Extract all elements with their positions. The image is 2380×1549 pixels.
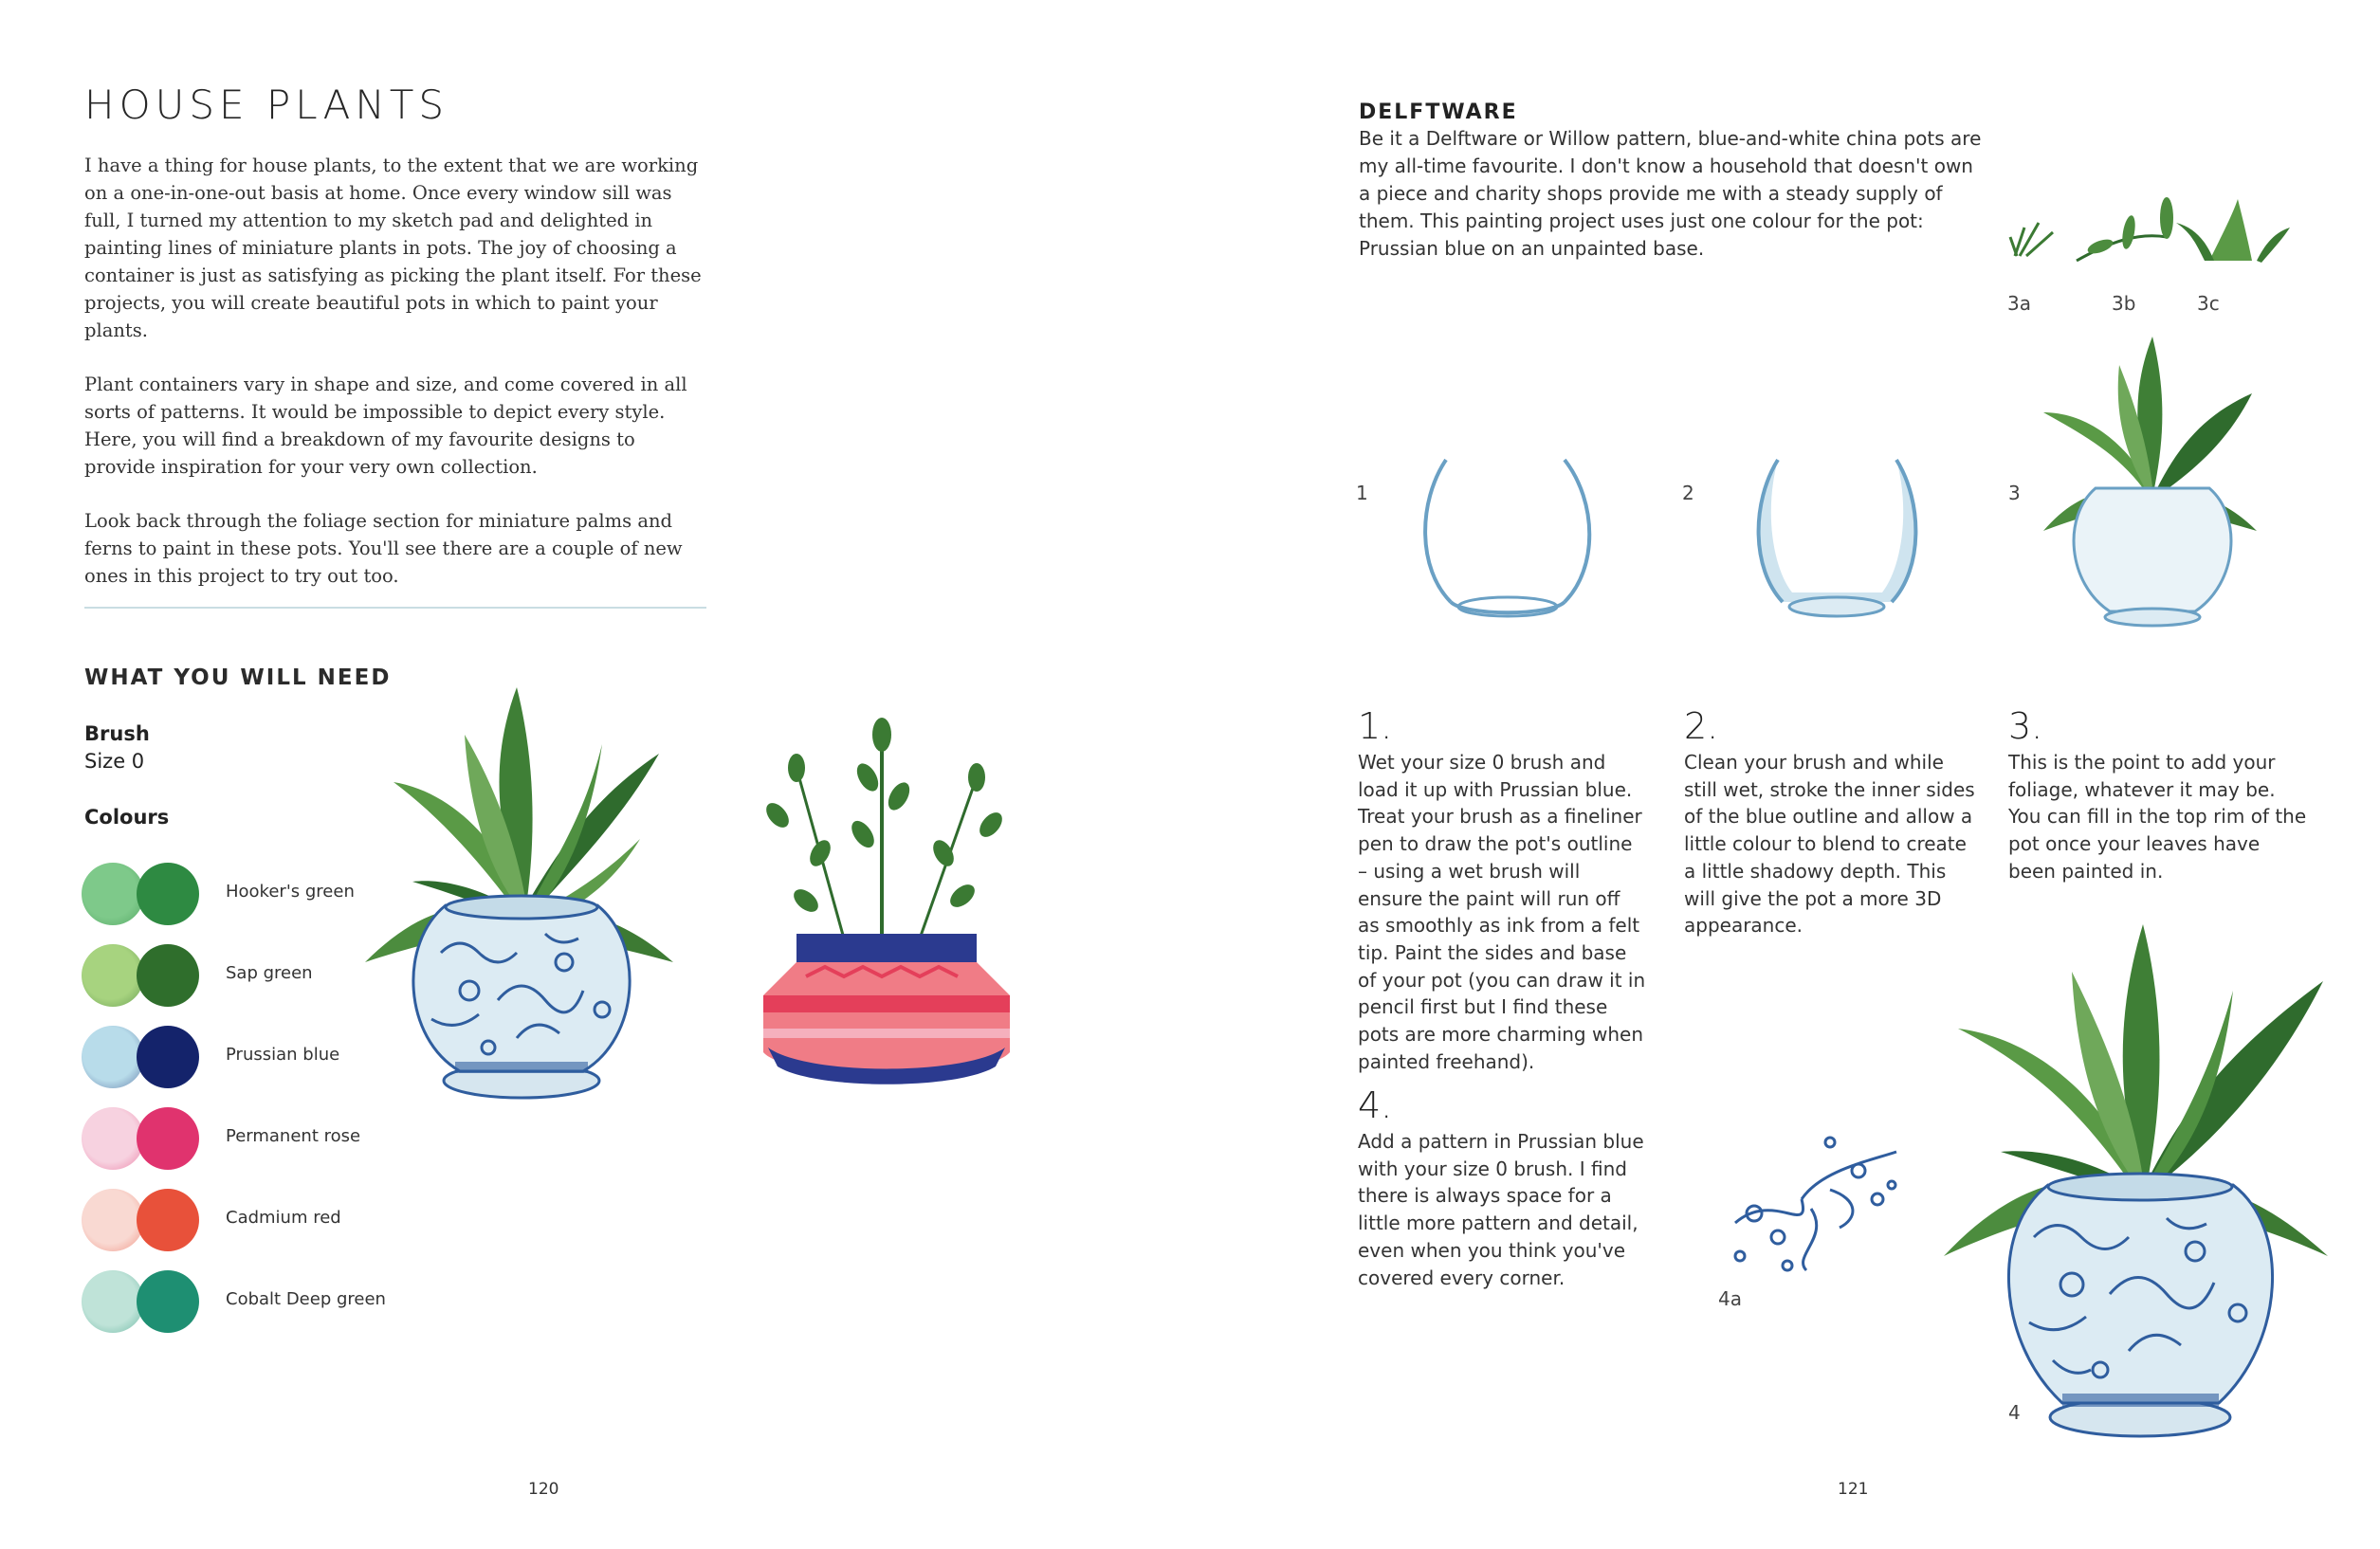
swatch-light bbox=[82, 1026, 144, 1088]
figure-label-2: 2 bbox=[1682, 482, 1694, 504]
pot-outline-step1 bbox=[1427, 455, 1588, 621]
swirl-pattern-icon bbox=[1735, 1138, 1896, 1270]
figure-label-4a: 4a bbox=[1718, 1287, 1742, 1310]
figure-label-3: 3 bbox=[2008, 482, 2021, 504]
fern-leaf-icon bbox=[2176, 199, 2290, 263]
delft-pot-plant-illustration bbox=[356, 678, 687, 1109]
swatch-light bbox=[82, 863, 144, 925]
delft-pot-icon bbox=[413, 896, 630, 1098]
colour-name: Cobalt Deep green bbox=[226, 1289, 386, 1309]
step-text: This is the point to add your foliage, whatever it may be. You can fill in the top rim of the pot once your leaves have been painted in. bbox=[2008, 751, 2307, 883]
colour-swatch-row bbox=[82, 939, 394, 1014]
swatch-dark bbox=[137, 944, 199, 1007]
finished-delft-pot-step4 bbox=[1939, 915, 2337, 1446]
swatch-dark bbox=[137, 863, 199, 925]
delft-pot-icon bbox=[2074, 488, 2231, 626]
figure-label-3b: 3b bbox=[2112, 292, 2136, 315]
swatch-dark bbox=[137, 1270, 199, 1333]
section-divider bbox=[84, 607, 706, 609]
step-number: 4. bbox=[1358, 1084, 1393, 1126]
intro-paragraph: I have a thing for house plants, to the extent that we are working on a one-in-one-out basis at home. Once every window sill was full, I turned my attention to my sketch pad and delighted in painting lines of miniature plants in pots. The joy of choosing a container is just as satisfying as picking the plant itself. For these projects, you will create beautiful pots in which to paint your plants. bbox=[84, 155, 702, 341]
page-number-right: 121 bbox=[1838, 1480, 1869, 1499]
sprig-leaf-icon bbox=[2077, 197, 2173, 261]
colour-name: Cadmium red bbox=[226, 1208, 341, 1228]
delftware-intro: Be it a Delftware or Willow pattern, blue-and-white china pots are my all-time favourite. I don't know a household that doesn't own a piece and charity shops provide me with a steady supply of them. This painting project uses just one colour for the pot: Prussian blue on an unpainted base. bbox=[1359, 127, 1982, 260]
pattern-motif-illustration bbox=[1716, 1133, 1906, 1280]
step-text: Add a pattern in Prussian blue with your size 0 brush. I find there is always space for a little more pattern and detail, even when you think you've covered every corner. bbox=[1358, 1130, 1644, 1289]
section-heading-what-you-will-need: WHAT YOU WILL NEED bbox=[84, 665, 392, 690]
grass-leaf-icon bbox=[2010, 223, 2053, 256]
colour-swatch-row bbox=[82, 1183, 394, 1259]
foliage-samples-illustration bbox=[2005, 194, 2290, 270]
colour-name: Prussian blue bbox=[226, 1045, 340, 1065]
step-number: 3. bbox=[2008, 705, 2043, 747]
step-number: 2. bbox=[1684, 705, 1719, 747]
brush-size: Size 0 bbox=[84, 750, 145, 773]
herb-leaves-icon bbox=[761, 718, 1006, 939]
colour-name: Sap green bbox=[226, 963, 313, 983]
swatch-light bbox=[82, 1107, 144, 1170]
swatch-light bbox=[82, 944, 144, 1007]
colour-swatch-row bbox=[82, 1020, 394, 1096]
swatch-dark bbox=[137, 1026, 199, 1088]
page-title: HOUSE PLANTS bbox=[84, 82, 449, 128]
delft-pot-icon bbox=[2008, 1174, 2272, 1436]
swatch-dark bbox=[137, 1107, 199, 1170]
intro-paragraph: Plant containers vary in shape and size, and come covered in all sorts of patterns. It would be impossible to depict every style. Here, you will find a breakdown of my favourite designs to provide inspiration for your very own collection. bbox=[84, 374, 687, 478]
colour-swatch-row bbox=[82, 857, 394, 933]
intro-text bbox=[84, 152, 710, 616]
colours-label: Colours bbox=[84, 806, 170, 829]
step-number: 1. bbox=[1358, 705, 1393, 747]
swatch-dark bbox=[137, 1189, 199, 1251]
page-number-left: 120 bbox=[528, 1480, 559, 1499]
step-text: Wet your size 0 brush and load it up with Prussian blue. Treat your brush as a fineliner pen to draw the pot's outline – using a wet brush will ensure the paint will run off as smoothly as ink from a felt tip. Paint the sides and base of your pot (you can draw it in pencil first but I find these pots are more charming when painted freehand). bbox=[1358, 751, 1646, 1073]
figure-label-3a: 3a bbox=[2007, 292, 2031, 315]
pot-with-plant-step3 bbox=[2039, 337, 2261, 626]
pink-pot-plant-illustration bbox=[749, 711, 1024, 1090]
colour-swatch-row bbox=[82, 1265, 394, 1340]
step-text: Clean your brush and while still wet, stroke the inner sides of the blue outline and allow a little colour to blend to create a little shadowy depth. This will give the pot a more 3D appearance. bbox=[1684, 751, 1975, 938]
section-heading-delftware: DELFTWARE bbox=[1359, 100, 1518, 124]
brush-label: Brush bbox=[84, 722, 150, 745]
pot-shaded-step2 bbox=[1759, 455, 1915, 621]
swatch-light bbox=[82, 1189, 144, 1251]
figure-label-4: 4 bbox=[2008, 1401, 2021, 1424]
figure-label-1: 1 bbox=[1356, 482, 1368, 504]
figure-label-3c: 3c bbox=[2197, 292, 2220, 315]
swatch-light bbox=[82, 1270, 144, 1333]
colour-name: Hooker's green bbox=[226, 882, 355, 902]
intro-paragraph: Look back through the foliage section for miniature palms and ferns to paint in these pots. You'll see there are a couple of new ones in this project to try out too. bbox=[84, 510, 683, 587]
colour-swatch-row bbox=[82, 1102, 394, 1177]
colour-name: Permanent rose bbox=[226, 1126, 361, 1146]
pink-pot-icon bbox=[763, 934, 1010, 1084]
